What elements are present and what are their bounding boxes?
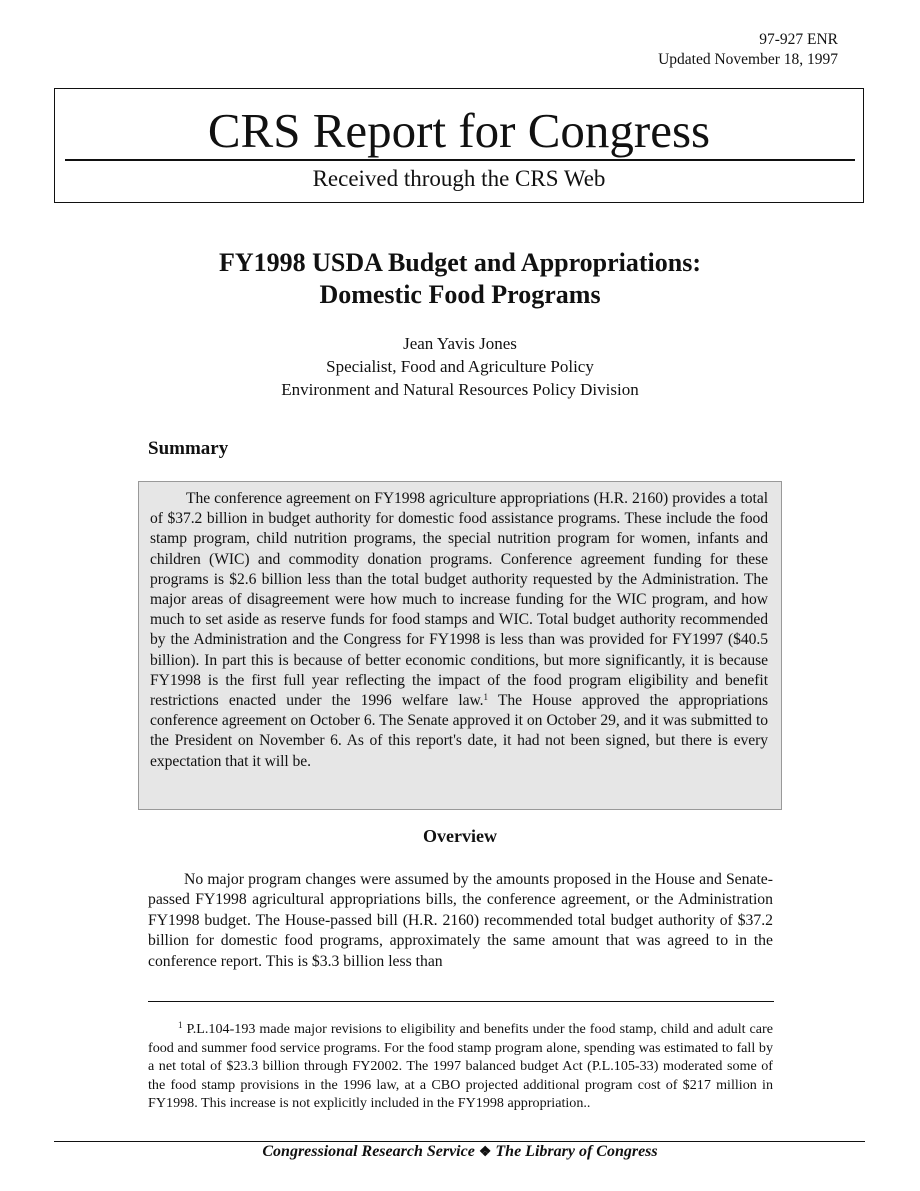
summary-paragraph	[150, 489, 768, 772]
footnote-text: P.L.104-193 made major revisions to eligibility and benefits under the food stamp, child and adult care food and summer food service programs. For the food stamp program alone, spending was estimated to fall by a net total of $23.3 billion through FY2002. The 1997 balanced budget Act (P.L.105-33) moderated some of the food stamp provisions in the 1996 law, at a CBO projected additional program cost of $217 million in FY1998. This increase is not explicitly included in the FY1998 appropriation..	[148, 1021, 773, 1112]
fleuron-icon: ❖	[478, 1145, 492, 1160]
summary-heading: Summary	[148, 438, 229, 459]
footnote-separator	[148, 1001, 774, 1002]
footer	[0, 1143, 920, 1161]
updated-date: Updated November 18, 1997	[658, 51, 838, 68]
footer-loc: The Library of Congress	[495, 1143, 658, 1160]
masthead-rule	[65, 159, 855, 161]
report-id-block	[658, 30, 838, 70]
report-number: 97-927 ENR	[759, 31, 838, 48]
author-division: Environment and Natural Resources Policy Division	[281, 380, 639, 399]
summary-text-part2: The House approved the appropriations conference agreement on October 6. The Senate approved it on October 29, and it was submitted to the President on November 6. As of this report's date, it had not been signed, but there is every expectation that it will be.	[150, 692, 769, 770]
document-title-line2: Domestic Food Programs	[319, 280, 601, 309]
masthead-title: CRS Report for Congress	[207, 103, 711, 158]
masthead	[54, 88, 864, 203]
summary-text-part1: The conference agreement on FY1998 agriculture appropriations (H.R. 2160) provides a total of $37.2 billion in budget authority for domestic food assistance programs. These include the food stamp program, child nutrition programs, the special nutrition program for women, infants and children (WIC) and commodity donation programs. Conference agreement funding for these programs is $2.6 billion less than the total budget authority requested by the Administration. The major areas of disagreement were how much to increase funding for the WIC program, and how much to set aside as reserve funds for food stamps and WIC. Total budget authority recommended by the Administration and the Congress for FY1998 is less than was provided for FY1997 ($40.5 billion). In part this is because of better economic conditions, but more significantly, it is because FY1998 is the first full year reflecting the impact of the food program eligibility and benefit restrictions enacted under the 1996 welfare law.	[150, 490, 768, 710]
footer-rule	[54, 1141, 865, 1142]
author-title: Specialist, Food and Agriculture Policy	[326, 357, 594, 376]
summary-box	[138, 481, 782, 810]
overview-heading: Overview	[423, 826, 497, 846]
author-name: Jean Yavis Jones	[403, 334, 517, 353]
document-title	[0, 247, 920, 311]
footnote-number: 1	[178, 1020, 183, 1030]
document-title-line1: FY1998 USDA Budget and Appropriations:	[218, 248, 702, 277]
footnote-reference[interactable]: 1	[483, 692, 488, 703]
masthead-subtitle: Received through the CRS Web	[312, 166, 606, 191]
footer-crs: Congressional Research Service	[262, 1143, 475, 1160]
footnote	[148, 1020, 773, 1113]
author-block	[0, 332, 920, 401]
overview-paragraph: No major program changes were assumed by the amounts proposed in the House and Senate-passed FY1998 agricultural appropriations bills, the conference agreement, or the Administration FY1998 budget. The House-passed bill (H.R. 2160) recommended total budget authority of $37.2 billion for domestic food programs, approximately the same amount that was agreed to in the conference report. This is $3.3 billion less than	[148, 871, 773, 970]
